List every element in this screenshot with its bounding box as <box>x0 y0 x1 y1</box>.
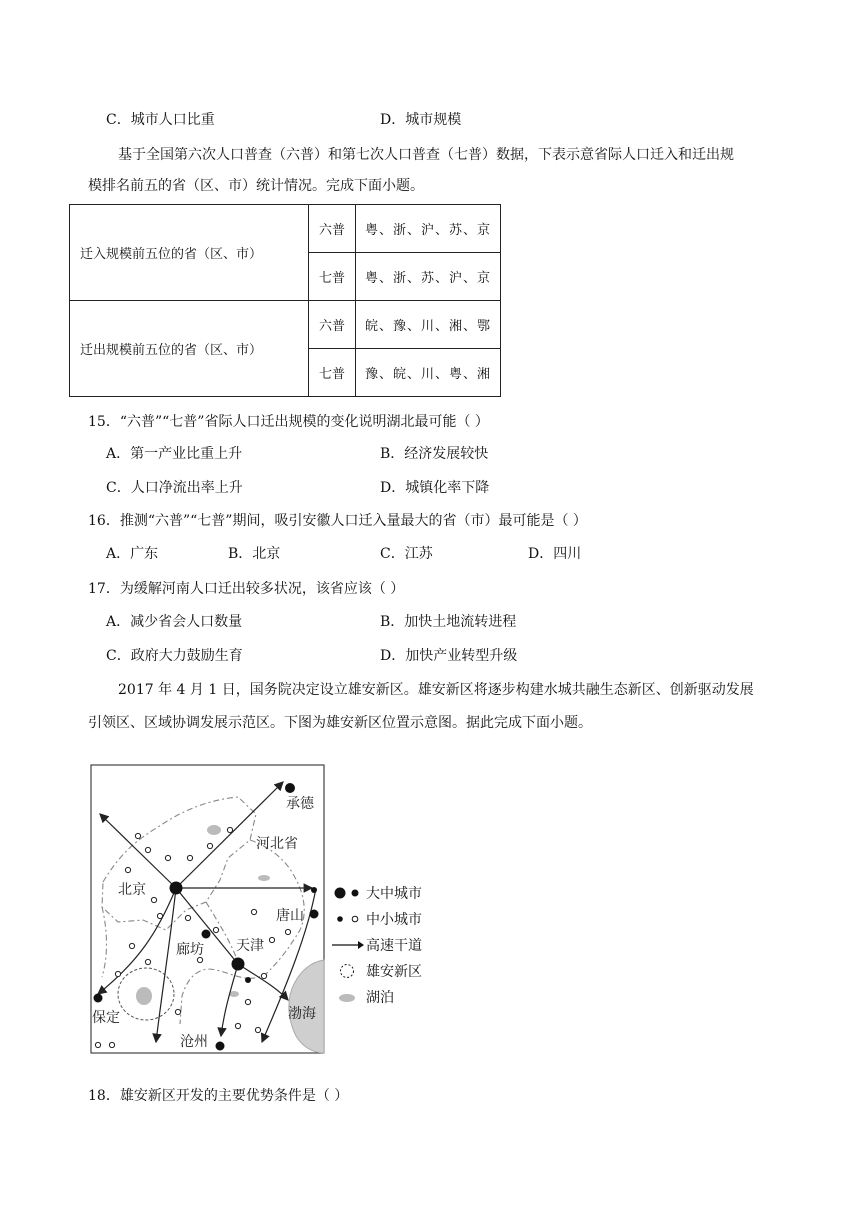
small-city-filled <box>311 887 317 893</box>
table-cell-provinces: 豫、皖、川、粤、湘 <box>356 349 501 397</box>
q16-stem: 16．推测“六普”“七普”期间，吸引安徽人口迁入量最大的省（市）最可能是（ ） <box>88 513 587 529</box>
intro2-line2: 引领区、区域协调发展示范区。下图为雄安新区位置示意图。据此完成下面小题。 <box>88 715 592 731</box>
table-cell-census: 六普 <box>309 205 356 253</box>
q17-option-a: A．减少省会人口数量 <box>106 614 243 630</box>
lake-icon <box>136 987 152 1005</box>
q15-option-c: C．人口净流出率上升 <box>106 480 243 496</box>
city-beijing-marker <box>170 882 183 895</box>
q17-option-c: C．政府大力鼓励生育 <box>106 648 243 664</box>
label-tangshan: 唐山 <box>276 908 304 924</box>
q16-option-c: C．江苏 <box>380 546 433 562</box>
census-table <box>69 204 501 397</box>
label-tianjin: 天津 <box>236 938 264 954</box>
legend-row-small-city <box>330 906 422 932</box>
q16-option-d: D．四川 <box>528 546 582 562</box>
label-hebei: 河北省 <box>256 836 298 852</box>
legend-row-xiongan <box>330 958 422 984</box>
legend-label-xiongan: 雄安新区 <box>366 964 422 980</box>
legend-label-small-city: 中小城市 <box>366 912 422 928</box>
q17-option-b: B．加快土地流转进程 <box>380 614 517 630</box>
label-baoding: 保定 <box>92 1010 120 1026</box>
legend-row-expressway <box>330 932 422 958</box>
xiongan-location-map <box>88 762 328 1056</box>
intro1-line1: 基于全国第六次人口普查（六普）和第七次人口普查（七普）数据，下表示意省际人口迁入和迁出规 <box>118 147 734 163</box>
intro1-line2: 模排名前五的省（区、市）统计情况。完成下面小题。 <box>88 178 424 194</box>
table-cell-provinces: 粤、浙、苏、沪、京 <box>356 253 501 301</box>
q16-option-b: B．北京 <box>228 546 281 562</box>
city-langfang-marker <box>202 930 211 939</box>
q17-option-d: D．加快产业转型升级 <box>380 648 518 664</box>
small-city-filled <box>245 977 251 983</box>
label-langfang: 廊坊 <box>176 942 204 958</box>
intro2-line1: 2017 年 4 月 1 日，国务院决定设立雄安新区。雄安新区将逐步构建水城共融生态新区、创新驱动发展 <box>118 682 754 698</box>
lake-icon <box>258 875 270 881</box>
city-tianjin-marker <box>232 958 245 971</box>
small-city-icon <box>330 909 366 929</box>
table-row <box>70 205 501 253</box>
table-cell-provinces: 皖、豫、川、湘、鄂 <box>356 301 501 349</box>
q15-option-b: B．经济发展较快 <box>380 446 489 462</box>
table-cell-census: 七普 <box>309 349 356 397</box>
legend-row-large-city <box>330 880 422 906</box>
city-cangzhou-marker <box>216 1042 225 1051</box>
map-legend <box>330 880 422 1010</box>
large-city-icon <box>330 883 366 903</box>
expressway-arrow-icon <box>330 935 366 955</box>
q15-option-d: D．城镇化率下降 <box>380 480 490 496</box>
label-bohai: 渤海 <box>288 1006 316 1022</box>
label-beijing: 北京 <box>118 882 146 898</box>
table-cell-census: 六普 <box>309 301 356 349</box>
q15-stem: 15．“六普”“七普”省际人口迁出规模的变化说明湖北最可能（ ） <box>88 414 489 430</box>
table-cell-census: 七普 <box>309 253 356 301</box>
q16-option-a: A．广东 <box>106 546 159 562</box>
lake-icon <box>330 987 366 1007</box>
legend-row-lake <box>330 984 422 1010</box>
table-row <box>70 301 501 349</box>
table-cell-category: 迁入规模前五位的省（区、市） <box>70 205 309 301</box>
lake-icon <box>207 825 221 835</box>
legend-label-expressway: 高速干道 <box>366 938 422 954</box>
label-cangzhou: 沧州 <box>180 1034 208 1050</box>
q14-option-d: D．城市规模 <box>380 112 462 128</box>
legend-label-large-city: 大中城市 <box>366 886 422 902</box>
city-chengde-marker <box>285 783 295 793</box>
label-chengde: 承德 <box>286 796 314 812</box>
legend-label-lake: 湖泊 <box>366 990 394 1006</box>
table-cell-category: 迁出规模前五位的省（区、市） <box>70 301 309 397</box>
city-tangshan-marker <box>310 910 319 919</box>
q18-stem: 18．雄安新区开发的主要优势条件是（ ） <box>88 1088 349 1104</box>
table-cell-provinces: 粤、浙、沪、苏、京 <box>356 205 501 253</box>
city-baoding-marker <box>94 994 103 1003</box>
dashed-circle-icon <box>330 961 366 981</box>
q17-stem: 17．为缓解河南人口迁出较多状况，该省应该（ ） <box>88 581 405 597</box>
q15-option-a: A．第一产业比重上升 <box>106 446 243 462</box>
q14-option-c: C．城市人口比重 <box>106 112 215 128</box>
